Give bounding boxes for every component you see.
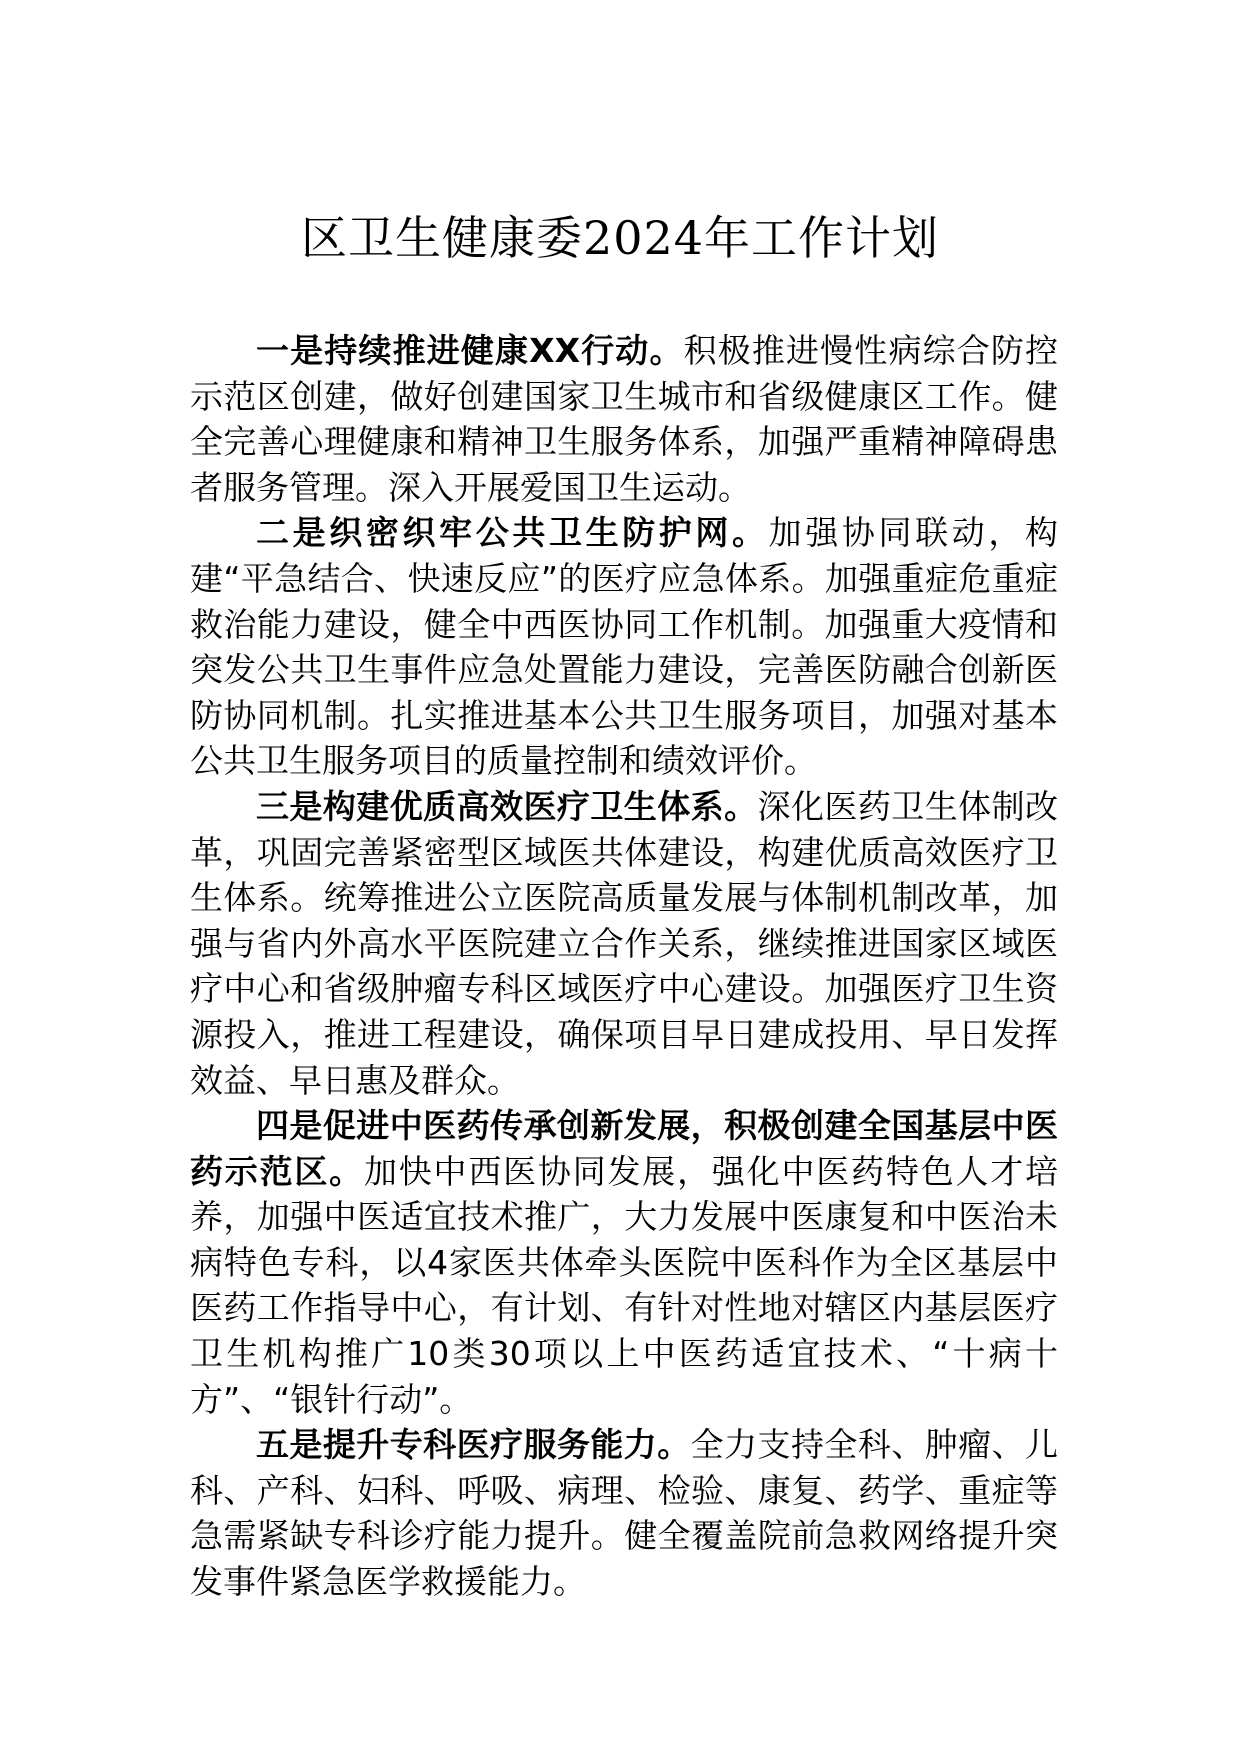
paragraph-5-lead: 五是提升专科医疗服务能力。 bbox=[256, 1425, 691, 1465]
paragraph-3 bbox=[190, 784, 1058, 1103]
document-title: 区卫生健康委2024年工作计划 bbox=[300, 211, 940, 265]
paragraph-3-lead: 三是构建优质高效医疗卫生体系。 bbox=[256, 786, 758, 826]
paragraph-4-lead: 四是促进中医药传承创新发展，积极创建全国基层中医药示范区。 bbox=[190, 1106, 1058, 1191]
paragraph-1-text: 积极推进慢性病综合防控示范区创建，做好创建国家卫生城市和省级健康区工作。健全完善心理健康和精神卫生服务体系，加强严重精神障碍患者服务管理。深入开展爱国卫生运动。 bbox=[190, 331, 1059, 507]
paragraph-3-text: 深化医药卫生体制改革，巩固完善紧密型区域医共体建设，构建优质高效医疗卫生体系。统筹推进公立医院高质量发展与体制机制改革，加强与省内外高水平医院建立合作关系，继续推进国家区域医疗中心和省级肿瘤专科区域医疗中心建设。加强医疗卫生资源投入，推进工程建设，确保项目早日建成投用、早日发挥效益、早日惠及群众。 bbox=[190, 786, 1059, 1100]
paragraph-2-lead: 二是织密织牢公共卫生防护网。 bbox=[256, 513, 769, 553]
paragraph-5 bbox=[190, 1422, 1058, 1604]
paragraph-5-text: 全力支持全科、肿瘤、儿科、产科、妇科、呼吸、病理、检验、康复、药学、重症等急需紧缺专科诊疗能力提升。健全覆盖院前急救网络提升突发事件紧急医学救援能力。 bbox=[190, 1425, 1059, 1602]
paragraph-1 bbox=[190, 328, 1058, 510]
paragraph-2-text: 加强协同联动，构建“平急结合、快速反应”的医疗应急体系。加强重症危重症救治能力建设，健全中西医协同工作机制。加强重大疫情和突发公共卫生事件应急处置能力建设，完善医防融合创新医防协同机制。扎实推进基本公共卫生服务项目，加强对基本公共卫生服务项目的质量控制和绩效评价。 bbox=[190, 513, 1059, 781]
document-body bbox=[190, 328, 1058, 1605]
paragraph-4-text: 加快中西医协同发展，强化中医药特色人才培养，加强中医适宜技术推广，大力发展中医康复和中医治未病特色专科，以4家医共体牵头医院中医科作为全区基层中医药工作指导中心，有计划、有针对性地对辖区内基层医疗卫生机构推广10类30项以上中医药适宜技术、“十病十方”、“银针行动”。 bbox=[190, 1151, 1059, 1419]
paragraph-4 bbox=[190, 1103, 1058, 1422]
paragraph-2 bbox=[190, 510, 1058, 784]
paragraph-1-lead: 一是持续推进健康XX行动。 bbox=[256, 331, 684, 370]
